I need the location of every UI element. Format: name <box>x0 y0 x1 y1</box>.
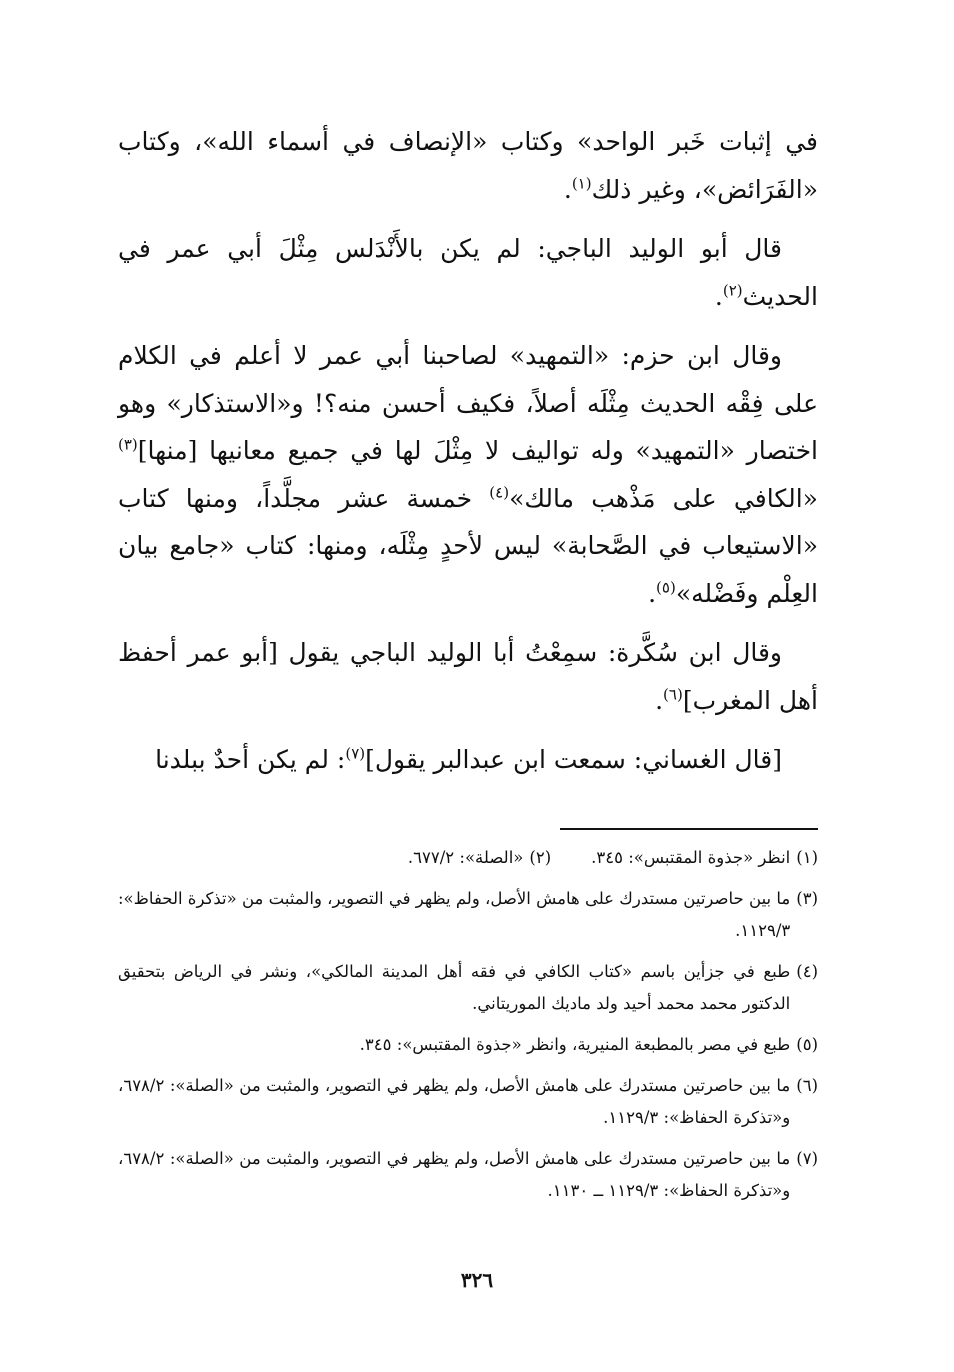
footnote-number: (٦) <box>796 1076 818 1095</box>
paragraph-4 <box>118 629 818 724</box>
footnote-text: ما بين حاصرتين مستدرك على هامش الأصل، ولم يظهر في التصوير، والمثبت من «الصلة»: ٦٧٨/٢، و«تذكرة الحفاظ»: ١١٢٩/٣. <box>118 1076 791 1127</box>
paragraph-text: وقال ابن حزم: «التمهيد» لصاحبنا أبي عمر لا أعلم في الكلام على فِقْه الحديث مِثْلَه أصلاً، فكيف أحسن منه؟! و«الاستذكار» وهو اختصار «التمهيد» وله تواليف لا مِثْلَ لها في جميع معانيها [منها] <box>118 341 818 465</box>
footnote-divider <box>560 828 818 830</box>
footnote-3 <box>118 883 818 947</box>
paragraph-text: قال أبو الوليد الباجي: لم يكن بالأَنْدَلس مِثْلَ أبي عمر في الحديث <box>118 234 818 311</box>
footnote-1 <box>591 842 818 874</box>
paragraph-text: في إثبات خَبر الواحد» وكتاب «الإنصاف في أسماء الله»، وكتاب «الفَرَائض»، وغير ذلك <box>118 127 818 204</box>
footnote-text: طبع في جزأين باسم «كتاب الكافي في فقه أهل المدينة المالكي»، ونشر في الرياض بتحقيق الدكتور محمد محمد أحيد ولد ماديك الموريتاني. <box>118 962 791 1013</box>
main-text <box>118 118 818 796</box>
paragraph-tail: . <box>714 281 723 311</box>
paragraph-tail: «الكافي على مَذْهب مالك» <box>509 483 818 513</box>
footnote-number: (٢) <box>529 848 552 867</box>
footnote-number: (٥) <box>796 1035 818 1054</box>
footnote-ref: (٤) <box>489 483 510 502</box>
footnote-number: (٧) <box>796 1149 818 1168</box>
paragraph-tail: خمسة عشر مجلَّداً، ومنها كتاب «الاستيعاب في الصَّحابة» ليس لأحدٍ مِثْلَه، ومنها: كتاب «جامع بيان العِلْم وفَضْله» <box>118 483 818 608</box>
footnote-2 <box>408 842 551 874</box>
footnote-text: انظر «جذوة المقتبس»: ٣٤٥. <box>591 848 791 867</box>
footnote-row-1-2 <box>118 842 818 874</box>
footnote-4 <box>118 956 818 1020</box>
footnote-text: ما بين حاصرتين مستدرك على هامش الأصل، ولم يظهر في التصوير، والمثبت من «الصلة»: ٦٧٨/٢، و«تذكرة الحفاظ»: ١١٢٩/٣ ــ ١١٣٠. <box>118 1149 791 1200</box>
paragraph-tail: . <box>563 174 572 204</box>
paragraph-text: [قال الغساني: سمعت ابن عبدالبر يقول] <box>365 745 782 774</box>
footnotes <box>118 842 818 1216</box>
paragraph-tail: . <box>655 685 664 715</box>
paragraph-1 <box>118 118 818 213</box>
footnote-5 <box>118 1029 818 1061</box>
footnote-text: طبع في مصر بالمطبعة المنيرية، وانظر «جذوة المقتبس»: ٣٤٥. <box>359 1035 791 1054</box>
footnote-ref: (٣) <box>118 435 138 454</box>
footnote-number: (٣) <box>796 889 818 908</box>
footnote-text: ما بين حاصرتين مستدرك على هامش الأصل، ولم يظهر في التصوير، والمثبت من «تذكرة الحفاظ»: ١١٢٩/٣. <box>118 889 791 940</box>
footnote-ref: (٦) <box>663 685 683 704</box>
footnote-7 <box>118 1143 818 1207</box>
page-number: ٣٢٦ <box>460 1268 494 1292</box>
footnote-number: (٤) <box>796 962 818 981</box>
paragraph-tail: . <box>648 578 657 608</box>
footnote-6 <box>118 1070 818 1134</box>
paragraph-2 <box>118 225 818 320</box>
footnote-text: «الصلة»: ٦٧٧/٢. <box>407 848 524 867</box>
paragraph-tail: : لم يكن أحدٌ ببلدنا <box>155 745 346 774</box>
paragraph-5 <box>118 736 818 784</box>
footnote-ref: (٥) <box>656 578 676 597</box>
footnote-number: (١) <box>796 848 818 867</box>
footnote-ref: (٧) <box>345 744 366 763</box>
footnote-ref: (٢) <box>722 281 743 300</box>
paragraph-3 <box>118 332 818 617</box>
paragraph-text: وقال ابن سُكَّرة: سمِعْتُ أبا الوليد الباجي يقول [أبو عمر أحفظ أهل المغرب] <box>118 638 818 715</box>
footnote-ref: (١) <box>571 174 592 193</box>
